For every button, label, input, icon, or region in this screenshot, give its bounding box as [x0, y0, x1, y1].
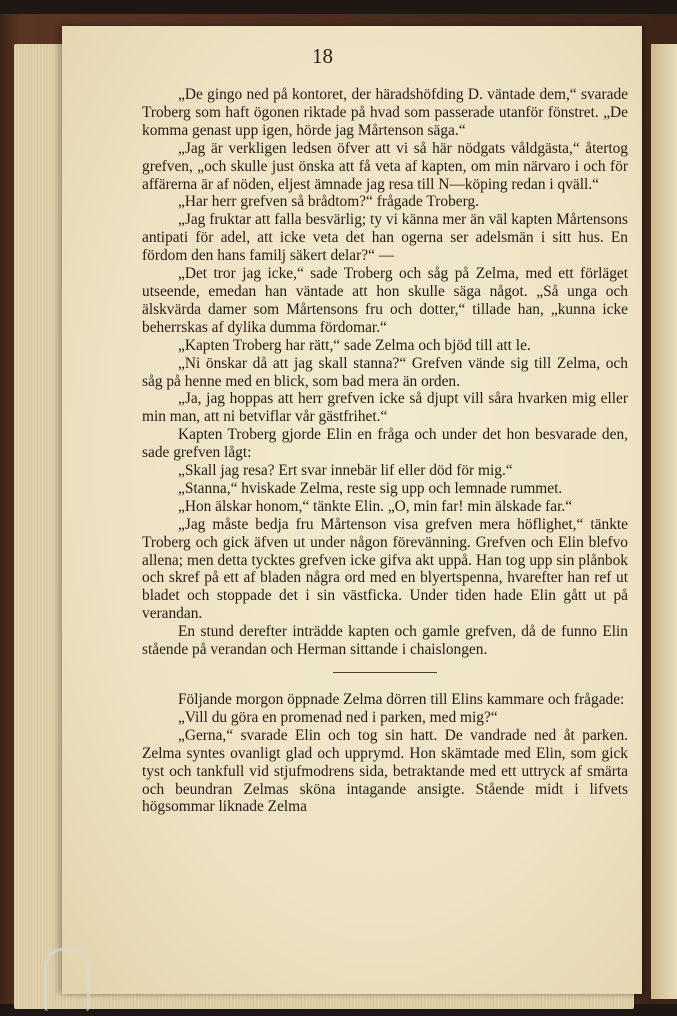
paragraph: „Jag måste bedja fru Mårtenson visa grefven mera höflighet,“ tänkte Troberg och gick äfven ut under någon förevänning. Grefven och Elin blefvo allena; men detta tycktes grefven icke gifva akt uppå. Han tog upp sin plånbok och skref på ett af bladen några ord med en blyertspenna, hvarefter han ref ut bladet och stoppade det i sin västficka. Under tiden hade Elin gått ut på verandan.: [142, 515, 628, 623]
section-divider: [333, 672, 437, 673]
paragraph: „De gingo ned på kontoret, der häradshöfding D. väntade dem,“ svarade Troberg som haft ögonen riktade på hvad som passerade utanför fönstret. „De komma genast upp igen, hörde jag Mårtenson säga.“: [142, 86, 628, 139]
bookmark-ribbon: [44, 948, 90, 1011]
paragraph: „Kapten Troberg har rätt,“ sade Zelma och bjöd till att le.: [178, 336, 531, 354]
paragraph: En stund derefter inträdde kapten och gamle grefven, då de funno Elin stående på verandan och Herman sittande i chaislongen.: [142, 623, 628, 659]
paragraph: Följande morgon öppnade Zelma dörren till Elins kammare och frågade:: [178, 691, 625, 708]
paragraph: „Ni önskar då att jag skall stanna?“ Grefven vände sig till Zelma, och såg på henne med en blick, som bad mera än orden.: [142, 354, 628, 390]
page-number: 18: [312, 44, 333, 68]
facing-page-edge: [651, 44, 677, 999]
paragraph: „Stanna,“ hviskade Zelma, reste sig upp och lemnade rummet.: [178, 479, 563, 497]
paragraph: „Jag är verkligen ledsen öfver att vi så här nödgats våldgästa,“ återtog grefven, „och skulle just önska att få veta af kapten, om min närvaro i och för affärerna är af nöden, eljest ämnade jag resa till N—köping redan i qväll.“: [142, 139, 628, 193]
paragraph: „Ja, jag hoppas att herr grefven icke så djupt vill såra hvarken mig eller min man, att ni betviflar vår gästfrihet.“: [142, 390, 628, 426]
paragraph: „Har herr grefven så brådtom?“ frågade Troberg.: [178, 193, 479, 211]
paragraph: „Det tror jag icke,“ sade Troberg och såg på Zelma, med ett förläget utseende, emedan han väntade att hon skulle säga något. „Så unga och älskvärda damer som Mårtensons fru och dotter,“ tillade han, „kunna icke beherrskas af dylika dumma fördomar.“: [142, 265, 628, 336]
paragraph: „Jag fruktar att falla besvärlig; ty vi känna mer än väl kapten Mårtensons antipati för adel, att icke veta det han ogerna ser adelsmän i sitt hus. En fördom den hans familj säkert delar?“ —: [142, 211, 628, 265]
page-text: [142, 86, 628, 816]
paragraph: „Skall jag resa? Ert svar innebär lif eller död för mig.“: [178, 462, 513, 480]
paragraph: „Hon älskar honom,“ tänkte Elin. „O, min far! min älskade far.“: [178, 497, 573, 515]
paragraph: „Vill du göra en promenad ned i parken, med mig?“: [178, 708, 498, 726]
paragraph: „Gerna,“ svarade Elin och tog sin hatt. De vandrade ned åt parken. Zelma syntes ovanligt glad och upprymd. Hon skämtade med Elin, som gick tyst och tankfull vid stjufmodrens sida, betraktande med ett uttryck af smärta och beundran Zelmas sköna intagande ansigte. Stående midt i lifvets högsommar liknade Zelma: [142, 726, 628, 816]
paragraph: Kapten Troberg gjorde Elin en fråga och under det hon besvarade den, sade grefven lågt:: [142, 426, 628, 462]
